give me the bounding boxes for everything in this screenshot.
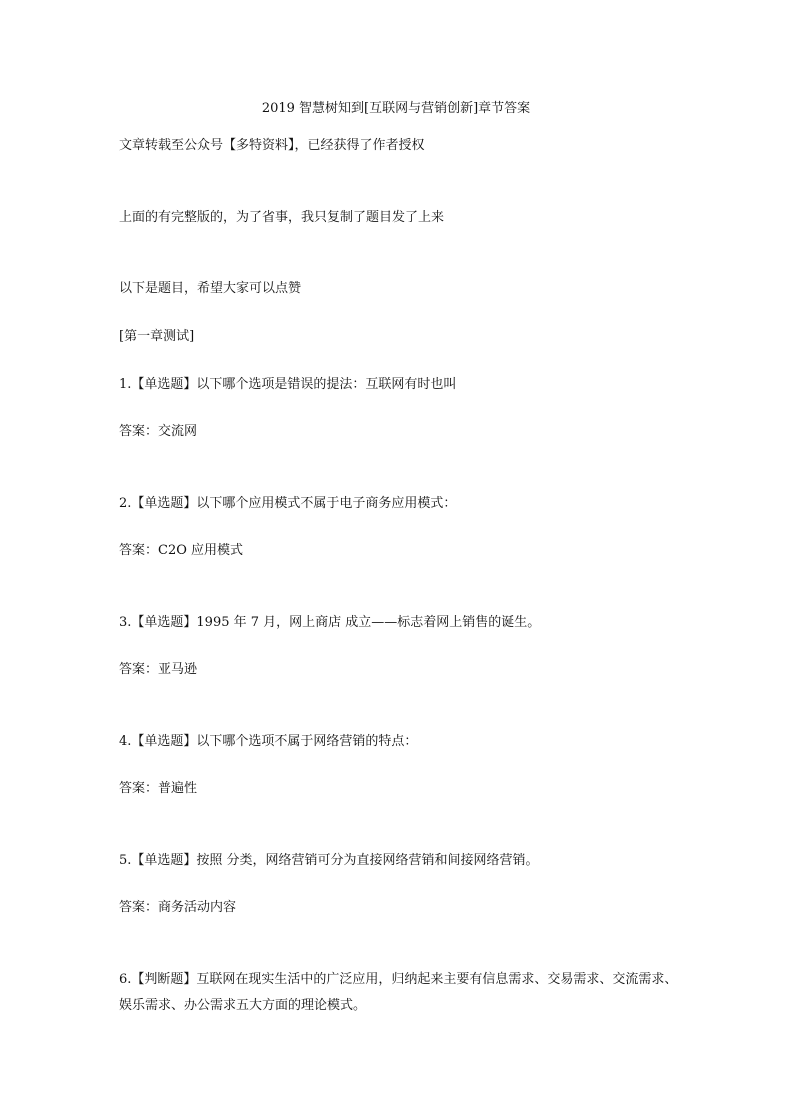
intro-line-3: 以下是题目，希望大家可以点赞 [119, 281, 302, 296]
question-5: 5.【单选题】按照 分类，网络营销可分为直接网络营销和间接网络营销。 [119, 853, 539, 868]
answer-4: 答案：普遍性 [119, 781, 198, 796]
answer-3: 答案：亚马逊 [119, 662, 198, 677]
question-1: 1.【单选题】以下哪个选项是错误的提法：互联网有时也叫 [119, 377, 457, 392]
answer-5: 答案：商务活动内容 [119, 900, 237, 915]
question-2: 2.【单选题】以下哪个应用模式不属于电子商务应用模式： [119, 496, 457, 511]
document-title: 2019 智慧树知到[互联网与营销创新]章节答案 [261, 101, 531, 116]
question-4: 4.【单选题】以下哪个选项不属于网络营销的特点： [119, 734, 418, 749]
answer-2: 答案：C2O 应用模式 [119, 543, 244, 558]
question-3: 3.【单选题】1995 年 7 月，网上商店 成立——标志着网上销售的诞生。 [119, 615, 541, 630]
intro-line-2: 上面的有完整版的，为了省事，我只复制了题目发了上来 [119, 210, 445, 225]
section-heading: [第一章测试] [119, 329, 195, 344]
intro-line-1: 文章转载至公众号【多特资料】，已经获得了作者授权 [119, 138, 425, 153]
answer-1: 答案：交流网 [119, 424, 198, 439]
question-6: 6.【判断题】互联网在现实生活中的广泛应用，归纳起来主要有信息需求、交易需求、交流需求、娱乐需求、办公需求五大方面的理论模式。 [119, 972, 678, 1013]
